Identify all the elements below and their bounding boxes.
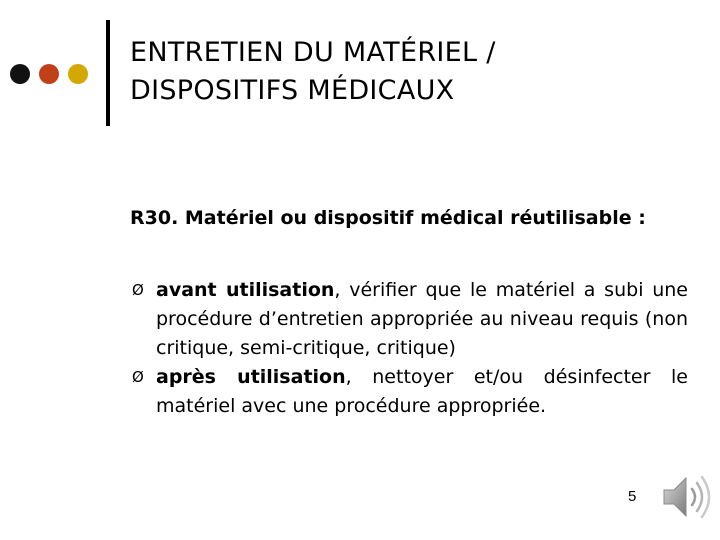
dot-red: [39, 64, 59, 84]
arrow-bullet-icon: Ø: [132, 368, 144, 386]
decorative-dots: [10, 64, 88, 84]
dot-black: [10, 64, 30, 84]
bullet-item-after-use: [132, 363, 688, 421]
slide-title-line-1: ENTRETIEN DU MATÉRIEL /: [130, 37, 496, 68]
bullet-keyword: après utilisation: [156, 366, 346, 388]
slide-title: [130, 34, 690, 110]
bullet-list: [132, 276, 688, 421]
page-number: 5: [628, 488, 637, 505]
recommendation-heading: R30. Matériel ou dispositif médical réutilisable :: [130, 207, 646, 229]
bullet-text: , nettoyer et/ou désinfecter le matériel avec une procédure appropriée.: [156, 366, 688, 417]
title-divider: [106, 20, 110, 126]
slide-title-line-2: DISPOSITIFS MÉDICAUX: [130, 75, 455, 106]
bullet-item-before-use: [132, 276, 688, 363]
speaker-icon[interactable]: [656, 468, 714, 526]
bullet-keyword: avant utilisation: [156, 279, 335, 301]
arrow-bullet-icon: Ø: [132, 281, 144, 299]
dot-yellow: [68, 64, 88, 84]
bullet-text: , vérifier que le matériel a subi une procédure d’entretien appropriée au niveau requis (non critique, semi-critique, critique): [156, 279, 688, 359]
